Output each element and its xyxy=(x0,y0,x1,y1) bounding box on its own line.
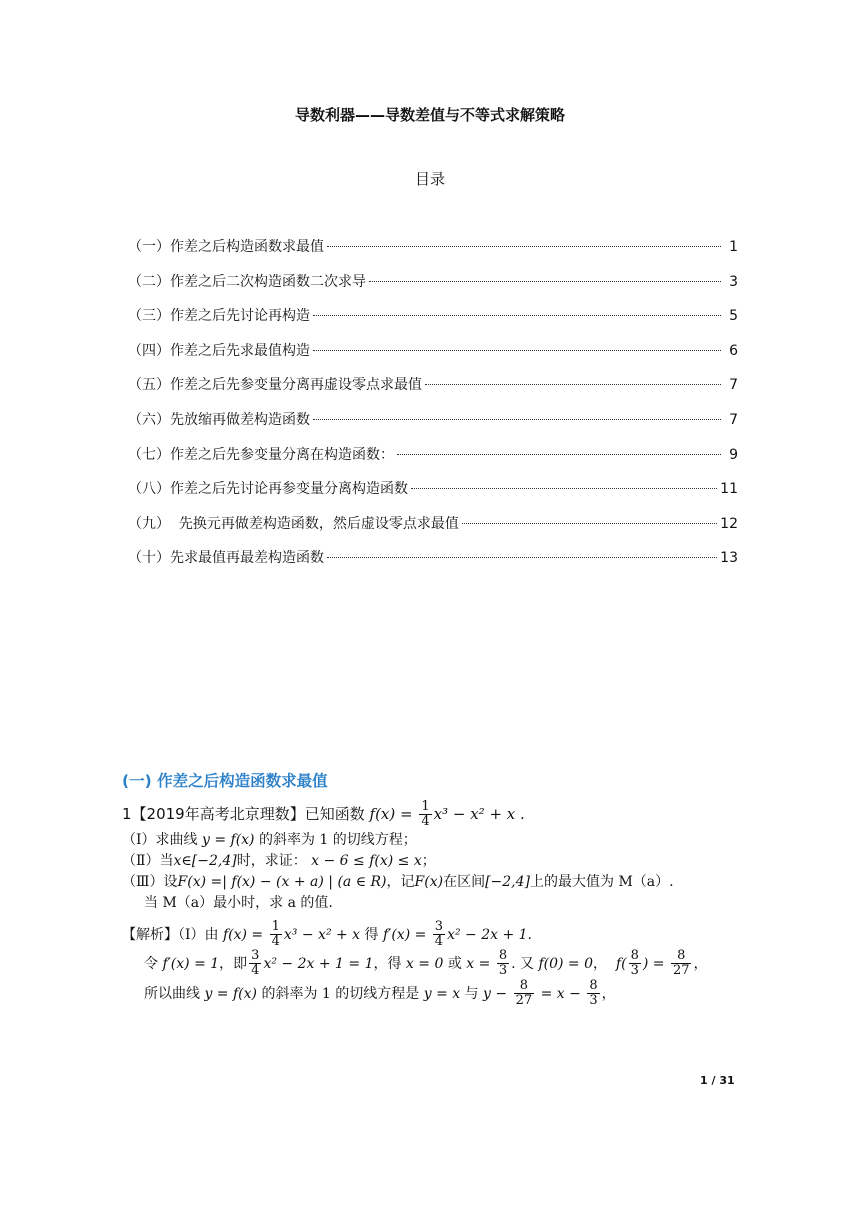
toc-entry-page: 1 xyxy=(729,239,738,255)
solution-1-text-mid: 得 xyxy=(364,926,379,943)
fraction-numerator: 3 xyxy=(251,948,260,964)
solution-2-text-d: 或 xyxy=(447,955,462,972)
toc-entry-page: 6 xyxy=(729,342,738,359)
part-3-function: F(x) xyxy=(414,873,444,890)
fraction-denominator: 27 xyxy=(672,963,690,979)
solution-2-f-open: f( xyxy=(607,955,627,972)
part-3-text: （Ⅲ）设 xyxy=(122,873,178,890)
fraction xyxy=(419,800,431,830)
fraction-denominator: 4 xyxy=(251,963,260,979)
fraction-numerator: 8 xyxy=(630,948,639,964)
part-2-text: （Ⅱ）当 xyxy=(122,852,174,869)
fraction xyxy=(514,979,535,1009)
part-3-interval: [−2,4] xyxy=(485,873,530,890)
fraction-numerator: 8 xyxy=(514,979,535,994)
part-2-text-end: ； xyxy=(421,852,436,869)
solution-2-text-c: ，得 xyxy=(373,955,402,972)
toc-entry[interactable] xyxy=(128,374,738,409)
fraction-numerator: 8 xyxy=(671,949,692,964)
function-lhs: f(x) = xyxy=(369,804,418,823)
solution-3-curve: y = f(x) xyxy=(200,985,262,1002)
solution-3-text-c: 与 xyxy=(464,985,479,1002)
solution-3-text: 所以曲线 xyxy=(144,985,200,1002)
problem-intro: 已知函数 xyxy=(304,804,365,823)
toc-entry-label: （五）作差之后先参变量分离再虚设零点求最值 xyxy=(128,377,422,394)
toc-leader-dots xyxy=(397,454,721,455)
fraction xyxy=(629,949,641,979)
part-1-math: y = f(x) xyxy=(197,831,259,848)
fraction-denominator: 27 xyxy=(515,993,533,1009)
toc-entry-label: （三）作差之后先讨论再构造 xyxy=(128,308,310,325)
fraction xyxy=(249,949,261,979)
toc-leader-dots xyxy=(327,246,721,247)
toc-leader-dots xyxy=(411,488,717,489)
problem-part-1 xyxy=(122,830,742,851)
fraction xyxy=(587,979,599,1009)
fraction-denominator: 4 xyxy=(421,814,430,830)
toc-leader-dots xyxy=(313,419,721,420)
problem-number: 1 xyxy=(122,804,132,823)
solution-3-text-b: 的斜率为 1 的切线方程是 xyxy=(261,985,420,1002)
solution-2-text-e: . 又 xyxy=(511,955,534,972)
solution-line-3 xyxy=(122,979,742,1009)
solution-2-text-f: ， xyxy=(593,955,608,972)
solution-1-function-rest: x³ − x² + x xyxy=(283,926,365,943)
toc-entry-page: 11 xyxy=(720,481,738,498)
fraction xyxy=(270,920,282,950)
solution-2-text-b: ，即 xyxy=(219,955,248,972)
toc-entry-page: 13 xyxy=(720,550,738,567)
toc-heading: 目录 xyxy=(414,170,445,188)
problem-block xyxy=(122,800,742,1008)
problem-statement xyxy=(122,800,742,830)
part-2-inequality: x − 6 ≤ f(x) ≤ x xyxy=(306,852,422,869)
solution-1-function: f(x) = xyxy=(218,926,268,943)
fraction-numerator: 8 xyxy=(498,948,508,964)
solution-2-text: 令 xyxy=(144,955,158,972)
toc-entry-page: 7 xyxy=(729,377,738,394)
toc-entry-label: （一）作差之后构造函数求最值 xyxy=(128,239,324,255)
toc-leader-dots xyxy=(369,281,721,282)
solution-3-tangent-2-lhs: y − xyxy=(478,985,512,1002)
solution-line-1 xyxy=(122,920,742,950)
fraction-denominator: 3 xyxy=(498,963,508,979)
fraction-numerator: 8 xyxy=(589,977,598,993)
fraction-denominator: 3 xyxy=(589,993,598,1009)
toc-entry[interactable] xyxy=(128,409,738,444)
toc-leader-dots xyxy=(462,523,717,524)
toc-entry-page: 12 xyxy=(720,515,738,532)
page-number: 1 / 31 xyxy=(700,1074,735,1087)
fraction xyxy=(433,920,445,950)
part-3-text-mid: ，记 xyxy=(386,873,415,890)
toc-entry-label: （四）作差之后先求最值构造 xyxy=(128,342,310,359)
toc-entry[interactable] xyxy=(128,236,738,271)
toc-entry-label: （七）作差之后先参变量分离在构造函数： xyxy=(128,446,394,463)
toc-entry-label: （十）先求最值再最差构造函数 xyxy=(128,550,324,567)
table-of-contents xyxy=(128,236,738,582)
problem-part-3-cont: 当 M（a）最小时，求 a 的值. xyxy=(144,894,333,911)
solution-2-root2: x = xyxy=(461,955,495,972)
toc-leader-dots xyxy=(327,557,717,558)
fraction-numerator: 1 xyxy=(421,799,430,814)
toc-entry[interactable] xyxy=(128,271,738,306)
toc-leader-dots xyxy=(313,350,721,351)
toc-entry[interactable] xyxy=(128,513,738,548)
toc-entry-label: （九） 先换元再做差构造函数，然后虚设零点求最值 xyxy=(128,515,459,532)
toc-leader-dots xyxy=(425,384,721,385)
solution-label: 【解析】 xyxy=(122,926,178,943)
toc-entry[interactable] xyxy=(128,305,738,340)
part-1-text-end: 的斜率为 1 的切线方程； xyxy=(258,831,417,848)
solution-2-eq1: f′(x) = 1 xyxy=(158,955,220,972)
part-1-text: （Ⅰ）求曲线 xyxy=(122,831,198,848)
problem-part-2 xyxy=(122,851,742,872)
toc-entry-label: （八）作差之后先讨论再参变量分离构造函数 xyxy=(128,481,408,498)
section-heading: (一) 作差之后构造函数求最值 xyxy=(122,772,328,790)
solution-3-tangent-1: y = x xyxy=(419,985,465,1002)
fraction-denominator: 3 xyxy=(630,963,639,979)
toc-entry-label: （六）先放缩再做差构造函数 xyxy=(128,411,310,428)
fraction-denominator: 4 xyxy=(434,933,444,949)
part-3-text-end: 上的最大值为 M（a）. xyxy=(530,873,674,890)
part-3-text-interval: 在区间 xyxy=(443,873,486,890)
toc-entry-page: 7 xyxy=(729,411,738,428)
function-rhs: x³ − x² + x . xyxy=(433,804,525,823)
solution-1-derivative: f′(x) = xyxy=(378,926,431,943)
toc-entry-page: 3 xyxy=(729,273,738,290)
toc-entry-page: 5 xyxy=(729,308,738,325)
solution-1-text: （Ⅰ）由 xyxy=(178,926,219,943)
problem-part-3 xyxy=(122,872,742,893)
toc-entry[interactable] xyxy=(128,444,738,479)
fraction xyxy=(497,949,509,979)
toc-entry[interactable] xyxy=(128,340,738,375)
problem-source: 【2019年高考北京理数】 xyxy=(131,804,305,823)
part-3-definition: F(x) =| f(x) − (x + a) | (a ∈ R) xyxy=(177,873,387,890)
fraction-denominator: 4 xyxy=(271,933,280,949)
solution-3-text-d: ， xyxy=(601,985,616,1002)
toc-entry-page: 9 xyxy=(729,446,738,463)
solution-2-root1: x = 0 xyxy=(401,955,448,972)
part-2-text-mid: 时，求证： xyxy=(236,852,307,869)
solution-2-f0: f(0) = 0 xyxy=(534,955,594,972)
document-title: 导数利器——导数差值与不等式求解策略 xyxy=(294,106,565,124)
solution-3-tangent-2-rhs: = x − xyxy=(536,985,586,1002)
solution-1-derivative-rest: x² − 2x + 1. xyxy=(447,926,533,943)
solution-2-text-g: ， xyxy=(693,955,708,972)
toc-entry-label: （二）作差之后二次构造函数二次求导 xyxy=(128,273,366,290)
part-2-interval: x∈[−2,4] xyxy=(173,852,237,869)
toc-entry[interactable] xyxy=(128,478,738,513)
fraction-numerator: 3 xyxy=(434,918,444,934)
fraction xyxy=(671,949,692,979)
toc-leader-dots xyxy=(313,315,721,316)
solution-line-2 xyxy=(122,949,742,979)
fraction-numerator: 1 xyxy=(271,918,280,934)
toc-entry[interactable] xyxy=(128,547,738,582)
solution-2-f-close: ) = xyxy=(642,955,669,972)
solution-2-eq2: x² − 2x + 1 = 1 xyxy=(263,955,374,972)
